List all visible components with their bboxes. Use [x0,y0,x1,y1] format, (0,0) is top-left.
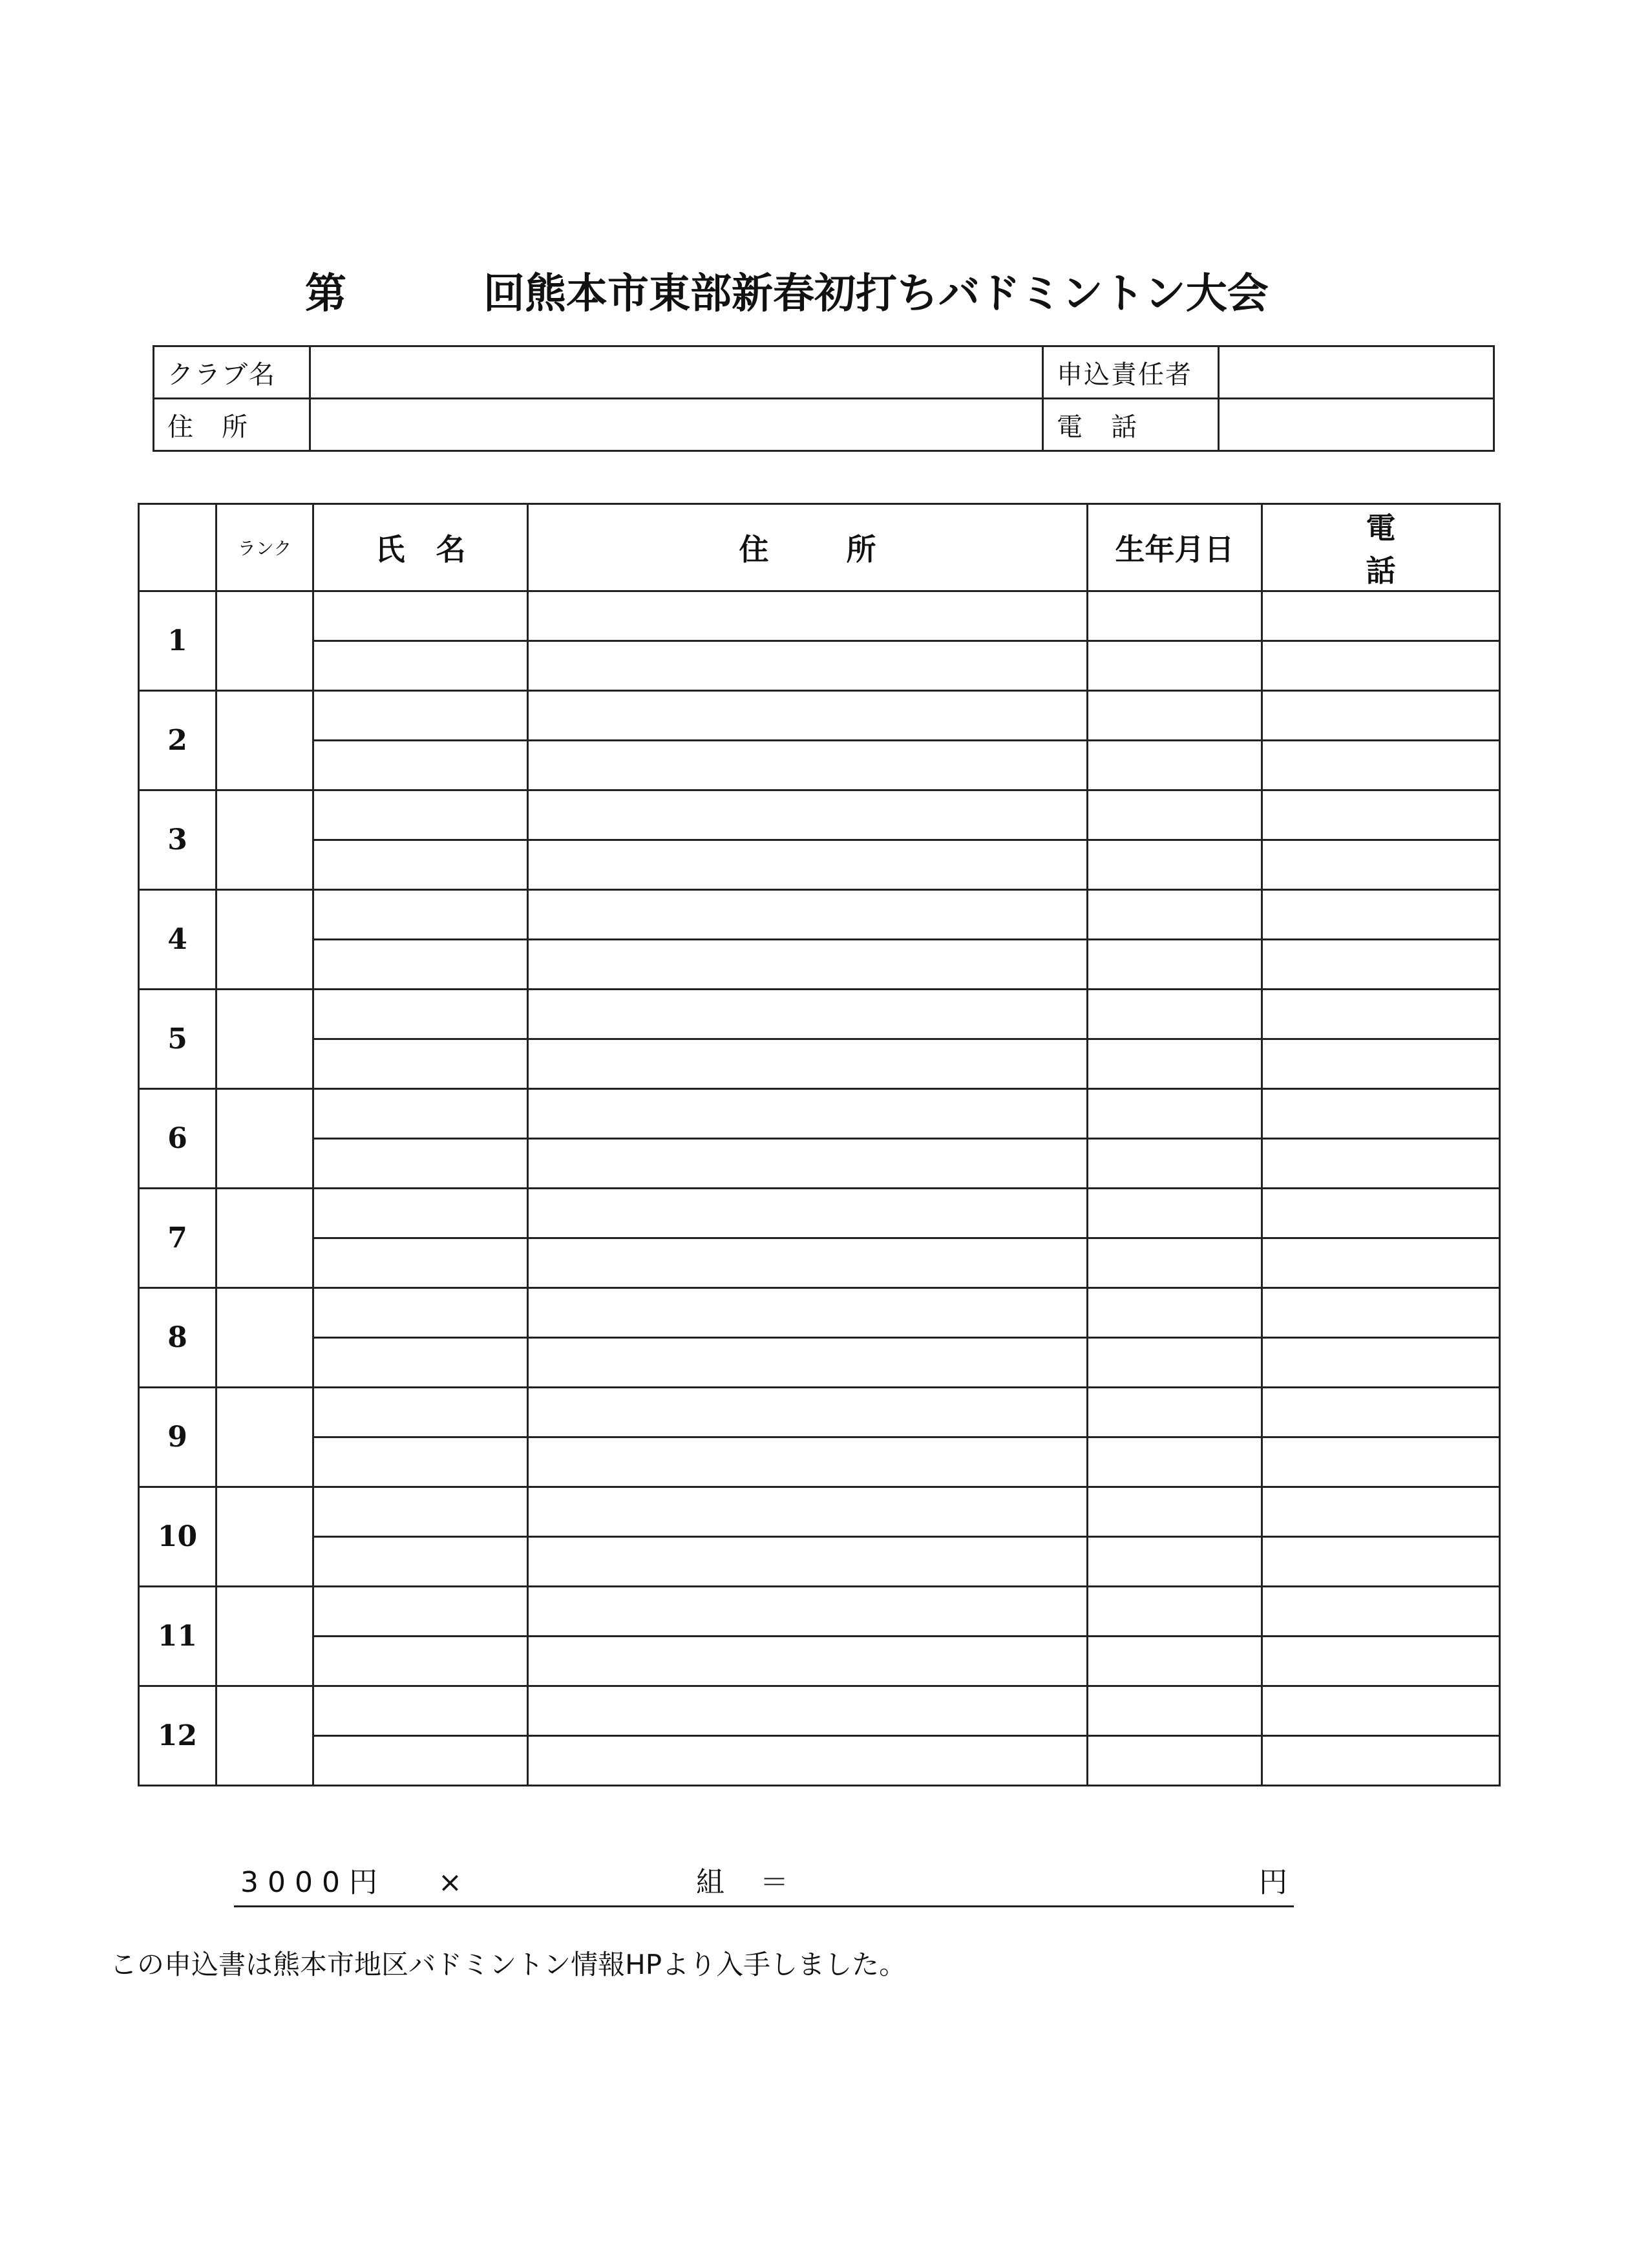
entry-row [139,840,1500,890]
club-address-field[interactable] [310,399,1043,451]
entry-name-field[interactable] [313,840,528,890]
entry-row [139,890,1500,940]
entry-row [139,1338,1500,1388]
entry-row [139,1487,1500,1537]
club-phone-label: 電 話 [1043,399,1219,451]
entry-row [139,691,1500,741]
multiply-sign: × [438,1866,462,1899]
entry-phone-field[interactable] [1262,1637,1500,1686]
entry-row [139,790,1500,840]
entry-birthdate-field[interactable] [1088,840,1262,890]
entry-phone-field[interactable] [1262,1139,1500,1189]
entry-number: 2 [139,691,217,790]
entry-number: 12 [139,1686,217,1786]
entry-address-field[interactable] [528,890,1088,940]
entry-birthdate-field[interactable] [1088,990,1262,1039]
entry-address-field[interactable] [528,1039,1088,1089]
entry-row [139,1238,1500,1288]
entry-birthdate-field[interactable] [1088,1089,1262,1139]
entry-name-field[interactable] [313,641,528,691]
entry-row [139,1686,1500,1736]
entry-phone-field[interactable] [1262,1089,1500,1139]
entry-phone-field[interactable] [1262,1338,1500,1388]
club-name-field[interactable] [310,346,1043,399]
entry-birthdate-field[interactable] [1088,1587,1262,1637]
entry-number: 1 [139,591,217,691]
entry-number: 10 [139,1487,217,1587]
entry-birthdate-field[interactable] [1088,741,1262,790]
entry-birthdate-field[interactable] [1088,890,1262,940]
club-name-label: クラブ名 [154,346,310,399]
entry-address-field[interactable] [528,1587,1088,1637]
entry-name-field[interactable] [313,1736,528,1786]
entry-rank-field[interactable] [217,790,313,890]
header-number [139,504,217,591]
form-title [0,259,1648,330]
entry-address-field[interactable] [528,1238,1088,1288]
entry-phone-field[interactable] [1262,1487,1500,1537]
entry-address-field[interactable] [528,1338,1088,1388]
entry-row [139,1288,1500,1338]
responsible-person-field[interactable] [1219,346,1494,399]
fee-amount: 3000円 [240,1866,386,1899]
entry-birthdate-field[interactable] [1088,1189,1262,1238]
entry-name-field[interactable] [313,1238,528,1288]
entry-name-field[interactable] [313,890,528,940]
entry-rank-field[interactable] [217,1388,313,1487]
entry-name-field[interactable] [313,591,528,641]
entry-phone-field[interactable] [1262,1537,1500,1587]
club-address-label: 住 所 [154,399,310,451]
entry-address-field[interactable] [528,1139,1088,1189]
entry-birthdate-field[interactable] [1088,1487,1262,1537]
fee-calculation-line [234,1860,1294,1907]
entry-phone-field[interactable] [1262,1238,1500,1288]
entry-phone-field[interactable] [1262,1388,1500,1437]
entry-phone-field[interactable] [1262,1288,1500,1338]
entry-row [139,1089,1500,1139]
entry-birthdate-field[interactable] [1088,790,1262,840]
entry-name-field[interactable] [313,1587,528,1637]
entry-address-field[interactable] [528,1637,1088,1686]
entry-row [139,1437,1500,1487]
entry-address-field[interactable] [528,1437,1088,1487]
entry-birthdate-field[interactable] [1088,1238,1262,1288]
entry-address-field[interactable] [528,840,1088,890]
entry-phone-field[interactable] [1262,840,1500,890]
entry-rank-field[interactable] [217,1587,313,1686]
entry-birthdate-field[interactable] [1088,691,1262,741]
header-rank: ランク [217,504,313,591]
entry-name-field[interactable] [313,1686,528,1736]
title-main: 回熊本市東部新春初打ちバドミントン大会 [483,270,1269,318]
entry-header-row [139,504,1500,591]
entry-phone-field[interactable] [1262,1189,1500,1238]
entry-name-field[interactable] [313,1089,528,1139]
entry-rank-field[interactable] [217,1089,313,1189]
entry-birthdate-field[interactable] [1088,1736,1262,1786]
entry-phone-field[interactable] [1262,1587,1500,1637]
entry-phone-field[interactable] [1262,641,1500,691]
entry-body [139,591,1500,1786]
entry-number: 7 [139,1189,217,1288]
entry-address-field[interactable] [528,691,1088,741]
responsible-person-label: 申込責任者 [1043,346,1219,399]
club-info-row-1 [154,346,1494,399]
entry-rank-field[interactable] [217,990,313,1089]
club-info-row-2 [154,399,1494,451]
header-birthdate: 生年月日 [1088,504,1262,591]
entry-name-field[interactable] [313,990,528,1039]
entry-name-field[interactable] [313,1189,528,1238]
entry-phone-field[interactable] [1262,741,1500,790]
entry-row [139,990,1500,1039]
entry-row [139,1587,1500,1637]
entry-row [139,1388,1500,1437]
header-name: 氏名 [313,504,528,591]
entry-phone-field[interactable] [1262,1437,1500,1487]
entry-address-field[interactable] [528,1189,1088,1238]
entry-name-field[interactable] [313,1637,528,1686]
entry-address-field[interactable] [528,1686,1088,1736]
entry-rank-field[interactable] [217,1288,313,1388]
entry-address-field[interactable] [528,641,1088,691]
entry-address-field[interactable] [528,790,1088,840]
entry-number: 8 [139,1288,217,1388]
entry-row [139,1736,1500,1786]
entry-phone-field[interactable] [1262,1686,1500,1736]
entry-name-field[interactable] [313,790,528,840]
entry-birthdate-field[interactable] [1088,1637,1262,1686]
entry-rank-field[interactable] [217,1686,313,1786]
entry-phone-field[interactable] [1262,691,1500,741]
entry-table [138,503,1501,1786]
entry-birthdate-field[interactable] [1088,1288,1262,1338]
entry-name-field[interactable] [313,1338,528,1388]
entry-birthdate-field[interactable] [1088,641,1262,691]
entry-address-field[interactable] [528,940,1088,990]
entry-rank-field[interactable] [217,1487,313,1587]
entry-number: 9 [139,1388,217,1487]
entry-address-field[interactable] [528,1487,1088,1537]
entry-name-field[interactable] [313,1039,528,1089]
entry-birthdate-field[interactable] [1088,1039,1262,1089]
entry-name-field[interactable] [313,1139,528,1189]
total-yen-label: 円 [1259,1866,1287,1899]
entry-row [139,1537,1500,1587]
equals-sign: ＝ [760,1866,788,1899]
entry-birthdate-field[interactable] [1088,1686,1262,1736]
entry-birthdate-field[interactable] [1088,1437,1262,1487]
entry-number: 3 [139,790,217,890]
entry-name-field[interactable] [313,691,528,741]
entry-birthdate-field[interactable] [1088,591,1262,641]
title-prefix: 第 [305,270,346,318]
entry-row [139,1189,1500,1238]
entry-phone-field[interactable] [1262,990,1500,1039]
entry-birthdate-field[interactable] [1088,1537,1262,1587]
entry-name-field[interactable] [313,1437,528,1487]
entry-address-field[interactable] [528,990,1088,1039]
entry-row [139,741,1500,790]
entry-phone-field[interactable] [1262,940,1500,990]
entry-phone-field[interactable] [1262,1039,1500,1089]
entry-address-field[interactable] [528,1736,1088,1786]
entry-birthdate-field[interactable] [1088,1338,1262,1388]
entry-phone-field[interactable] [1262,890,1500,940]
pairs-label: 組 [696,1866,724,1899]
entry-rank-field[interactable] [217,691,313,790]
source-note: この申込書は熊本市地区バドミントン情報HPより入手しました。 [110,1949,907,1980]
entry-name-field[interactable] [313,741,528,790]
entry-number: 11 [139,1587,217,1686]
entry-phone-field[interactable] [1262,1736,1500,1786]
entry-name-field[interactable] [313,1388,528,1437]
entry-address-field[interactable] [528,741,1088,790]
club-info-table [153,345,1495,452]
entry-row [139,1139,1500,1189]
entry-number: 4 [139,890,217,990]
entry-number: 5 [139,990,217,1089]
entry-address-field[interactable] [528,1288,1088,1338]
entry-number: 6 [139,1089,217,1189]
entry-birthdate-field[interactable] [1088,940,1262,990]
entry-name-field[interactable] [313,1487,528,1537]
header-phone: 電話 [1262,504,1500,591]
entry-address-field[interactable] [528,591,1088,641]
edition-number-blank[interactable] [354,274,477,315]
club-phone-field[interactable] [1219,399,1494,451]
entry-birthdate-field[interactable] [1088,1388,1262,1437]
entry-address-field[interactable] [528,1089,1088,1139]
header-address: 住所 [528,504,1088,591]
entry-address-field[interactable] [528,1537,1088,1587]
entry-rank-field[interactable] [217,591,313,691]
entry-phone-field[interactable] [1262,790,1500,840]
entry-address-field[interactable] [528,1388,1088,1437]
entry-row [139,1637,1500,1686]
entry-row [139,591,1500,641]
entry-row [139,641,1500,691]
entry-birthdate-field[interactable] [1088,1139,1262,1189]
entry-row [139,940,1500,990]
entry-name-field[interactable] [313,1288,528,1338]
entry-rank-field[interactable] [217,890,313,990]
entry-phone-field[interactable] [1262,591,1500,641]
entry-rank-field[interactable] [217,1189,313,1288]
entry-row [139,1039,1500,1089]
entry-name-field[interactable] [313,940,528,990]
entry-name-field[interactable] [313,1537,528,1587]
